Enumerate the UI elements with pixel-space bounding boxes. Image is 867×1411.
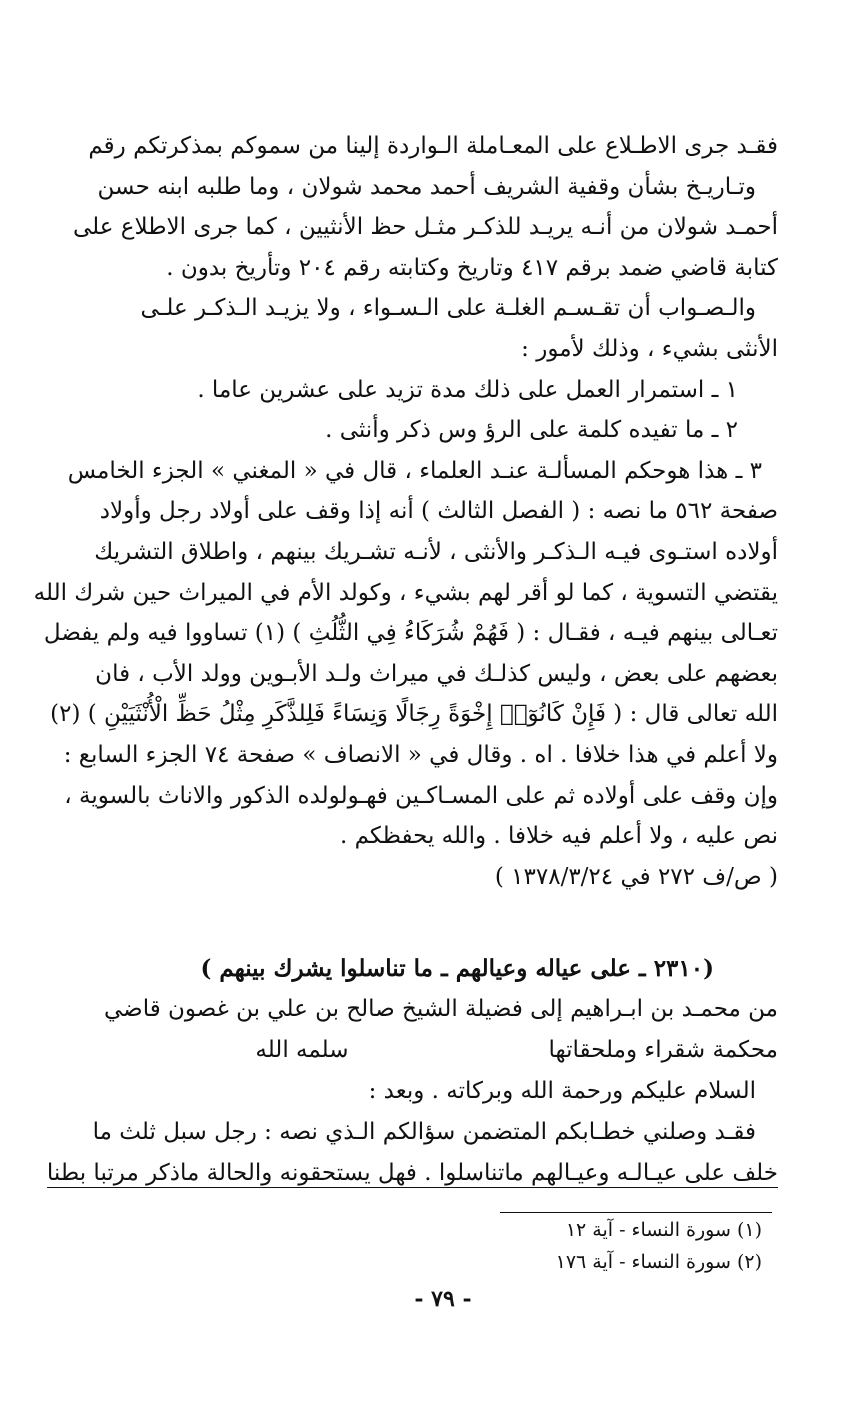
text-line: نص عليه ، ولا أعلم فيه خلافا . والله يحفظكم . xyxy=(339,823,778,850)
greeting: السلام عليكم ورحمة الله وبركاته . وبعد : xyxy=(368,1078,756,1104)
text-line: الأنثى بشيء ، وذلك لأمور : xyxy=(521,335,778,362)
footnote: (١) سورة النساء - آية ١٢ xyxy=(565,1219,762,1241)
footnotes xyxy=(480,1214,762,1278)
letter-body xyxy=(33,126,778,897)
list-item: ٣ ـ هذا هوحكم المسألـة عنـد العلماء ، قال في « المغني » الجزء الخامس xyxy=(67,457,762,484)
section-heading: (٢٣١٠ ـ على عياله وعيالهم ـ ما تناسلوا يشرك بينهم ) xyxy=(200,955,714,982)
text-line-underlined: خلف على عيـالـه وعيـالهم ماتناسلوا . فهل يستحقونه والحالة ماذكر مرتبا بطنا xyxy=(46,1160,778,1186)
text-line xyxy=(46,1153,778,1194)
text-line: ولا أعلم في هذا خلافا . اه . وقال في « الانصاف » صفحة ٧٤ الجزء السابع : xyxy=(63,741,778,768)
text-line: تعـالى بينهم فيـه ، فقـال : ( فَهُمْ شُرَكَاءُ فِي الثُّلُثِ ) (١) تساووا فيه ولم يفضل xyxy=(43,620,778,647)
text-line: والـصـواب أن تقـسـم الغلـة على الـسـواء ، ولا يزيـد الـذكـر علـى xyxy=(140,295,756,322)
text-line: وإن وقف على أولاده ثم على المسـاكـين فهـولولده الذكور والاناث بالسوية ، xyxy=(64,782,778,809)
text-line: يقتضي التسوية ، كما لو أقر لهم بشيء ، وكولد الأم في الميراث حين شرك الله xyxy=(33,579,778,606)
text-line: أولاده استـوى فيـه الـذكـر والأنثى ، لأنـه تشـريك بينهم ، واطلاق التشريك xyxy=(94,538,778,565)
blessing: سلمه الله xyxy=(255,1037,349,1063)
text-line: أحمـد شولان من أنـه يريـد للذكـر مثـل حظ الأنثيين ، كما جرى الاطلاع على xyxy=(72,214,778,241)
text-line: فقـد جرى الاطـلاع على المعـاملة الـواردة إلينا من سموكم بمذكرتكم رقم xyxy=(88,133,778,159)
second-letter xyxy=(46,948,778,1194)
text-line: من محمـد بن ابـراهيم إلى فضيلة الشيخ صالح بن علي بن غصون قاضي xyxy=(104,996,778,1022)
footnote-divider xyxy=(500,1212,772,1213)
address-line xyxy=(128,1030,778,1071)
list-item: ١ ـ استمرار العمل على ذلك مدة تزيد على عشرين عاما . xyxy=(197,376,738,403)
text-line: وتـاريـخ بشأن وقفية الشريف أحمد محمد شولان ، وما طلبه ابنه حسن xyxy=(97,173,756,200)
reference-line: ( ص/ف ٢٧٢ في ١٣٧٨/٣/٢٤ ) xyxy=(494,863,778,890)
list-item: ٢ ـ ما تفيده كلمة على الرؤ وس ذكر وأنثى . xyxy=(325,417,738,444)
footnote: (٢) سورة النساء - آية ١٧٦ xyxy=(555,1251,762,1273)
page-number: - ٧٩ - xyxy=(414,1286,472,1312)
text-line: صفحة ٥٦٢ ما نصه : ( الفصل الثالث ) أنه إذا وقف على أولاد رجل وأولاد xyxy=(99,498,778,525)
text-line: كتابة قاضي ضمد برقم ٤١٧ وتاريخ وكتابته رقم ٢٠٤ وتأريخ بدون . xyxy=(166,254,778,281)
text-line: فقـد وصلني خطـابكم المتضمن سؤالكم الـذي نصه : رجل سبل ثلث ما xyxy=(92,1119,756,1145)
text-line: بعضهم على بعض ، وليس كذلـك في ميراث ولـد الأبـوين وولد الأب ، فان xyxy=(95,660,778,687)
court-name: محكمة شقراء وملحقاتها xyxy=(548,1037,778,1063)
text-line: الله تعالى قال : ( فَإِنْ كَانُوٓا۟ إِخْوَةً رِجَالًا وَنِسَاءً فَلِلذَّكَرِ مِثْلُ حَظِّ الْأُنْثَيَيْنِ ) (٢) xyxy=(50,701,778,728)
